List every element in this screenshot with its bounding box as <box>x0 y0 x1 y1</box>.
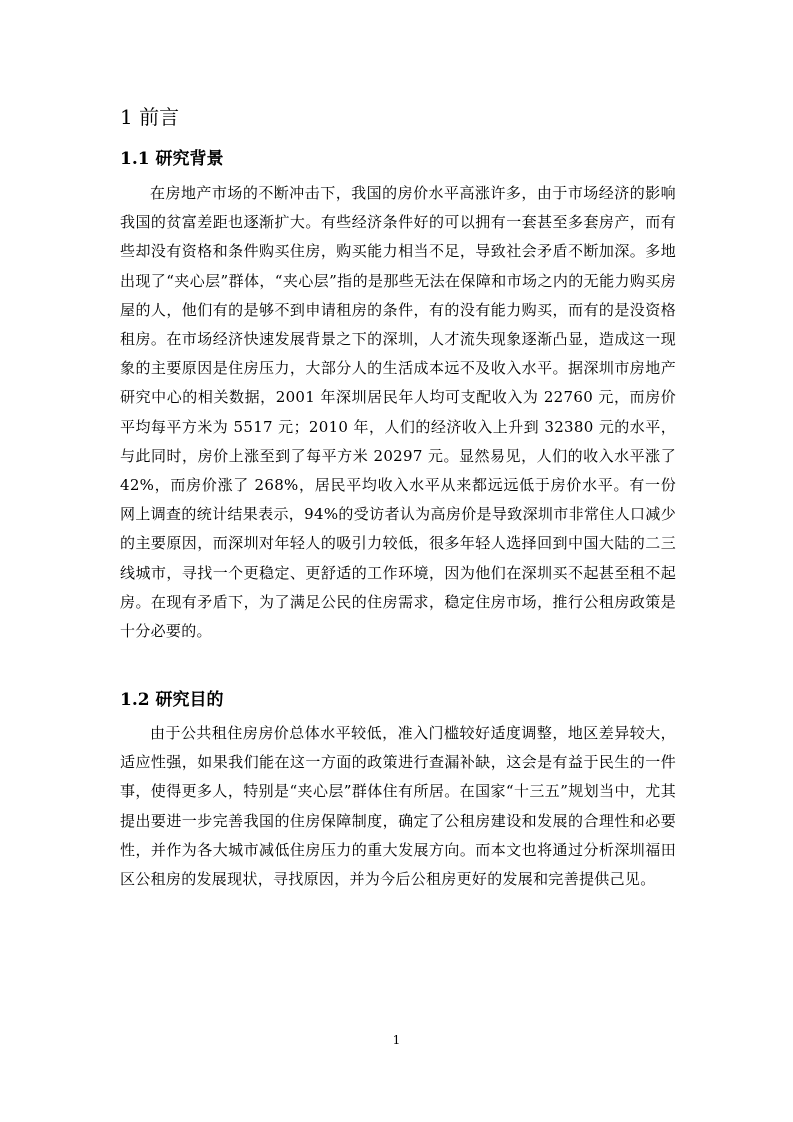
chapter-heading: 1 前言 <box>120 105 180 129</box>
paragraph-research-background: 在房地产市场的不断冲击下，我国的房价水平高涨许多，由于市场经济的影响我国的贫富差距也逐渐扩大。有些经济条件好的可以拥有一套甚至多套房产，而有些却没有资格和条件购买住房，购买能力相当不足，导致社会矛盾不断加深。多地出现了“夹心层”群体，“夹心层”指的是那些无法在保障和市场之内的无能力购买房屋的人，他们有的是够不到申请租房的条件，有的没有能力购买，而有的是没资格租房。在市场经济快速发展背景之下的深圳，人才流失现象逐渐凸显，造成这一现象的主要原因是住房压力，大部分人的生活成本远不及收入水平。据深圳市房地产研究中心的相关数据，2001 年深圳居民年人均可支配收入为 22760 元，而房价平均每平方米为 5517 元；2010 年，人们的经济收入上升到 32380 元的水平，与此同时，房价上涨至到了每平方米 20297 元。显然易见，人们的收入水平涨了 42%，而房价涨了 268%，居民平均收入水平从来都远远低于房价水平。有一份网上调查的统计结果表示，94%的受访者认为高房价是导致深圳市非常住人口减少的主要原因，而深圳对年轻人的吸引力较低，很多年轻人选择回到中国大陆的二三线城市，寻找一个更稳定、更舒适的工作环境，因为他们在深圳买不起甚至租不起房。在现有矛盾下，为了满足公民的住房需求，稳定住房市场，推行公租房政策是十分必要的。 <box>120 184 676 641</box>
page-number: 1 <box>392 1033 401 1047</box>
paragraph-research-purpose: 由于公共租住房房价总体水平较低，准入门槛较好适度调整，地区差异较大，适应性强，如果我们能在这一方面的政策进行查漏补缺，这会是有益于民生的一件事，使得更多人，特别是“夹心层”群体住有所居。在国家“十三五”规划当中，尤其提出要进一步完善我国的住房保障制度，确定了公租房建设和发展的合理性和必要性，并作为各大城市减低住房压力的重大发展方向。而本文也将通过分析深圳福田区公租房的发展现状，寻找原因，并为今后公租房更好的发展和完善提供己见。 <box>120 724 676 889</box>
section-heading-research-purpose: 1.2 研究目的 <box>120 690 224 710</box>
section-heading-research-background: 1.1 研究背景 <box>120 149 224 169</box>
